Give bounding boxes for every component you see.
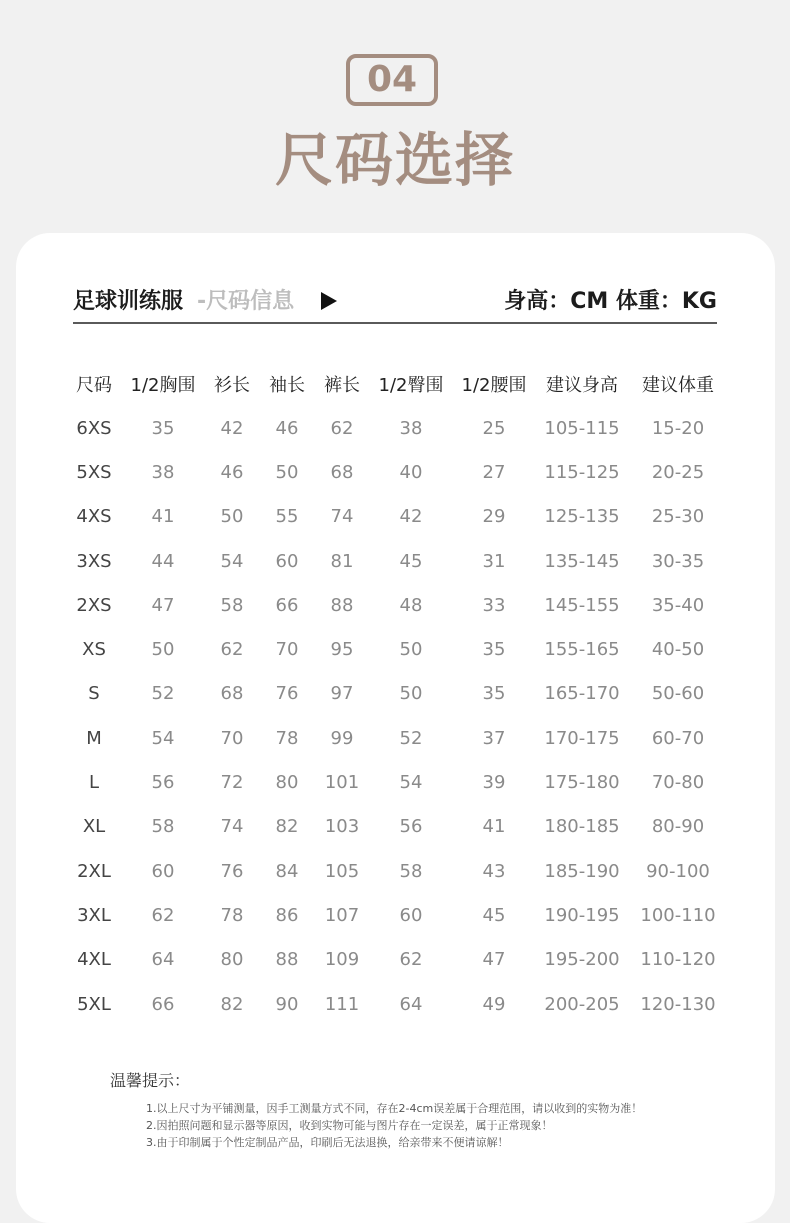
table-cell: 54	[399, 772, 423, 794]
size-cell: XL	[82, 816, 106, 838]
table-cell: 68	[330, 461, 354, 483]
column-header: 建议身高	[546, 375, 618, 396]
table-cell: 111	[324, 993, 360, 1015]
size-cell: M	[86, 727, 102, 749]
table-cell: 31	[482, 550, 506, 572]
size-cell: 2XS	[76, 594, 112, 616]
table-cell: 35	[482, 683, 506, 705]
table-cell: 52	[399, 727, 423, 749]
table-row	[68, 982, 726, 1026]
table-cell: 80	[220, 949, 244, 971]
column-header: 尺码	[76, 375, 112, 396]
table-cell: 46	[220, 461, 244, 483]
table-cell: 101	[324, 772, 360, 794]
table-cell: 200-205	[544, 993, 620, 1015]
size-cell: L	[88, 772, 100, 794]
table-cell: 145-155	[544, 594, 620, 616]
table-row	[68, 406, 726, 450]
table-cell: 33	[482, 594, 506, 616]
table-cell: 45	[399, 550, 423, 572]
size-cell: 5XS	[76, 461, 112, 483]
size-cell: 2XL	[77, 860, 111, 882]
table-cell: 30-35	[651, 550, 705, 572]
table-cell: 100-110	[640, 904, 716, 926]
table-header-row	[68, 362, 726, 406]
table-cell: 38	[399, 417, 423, 439]
table-row	[68, 716, 726, 760]
table-row	[68, 893, 726, 937]
table-cell: 81	[330, 550, 354, 572]
table-cell: 56	[151, 772, 175, 794]
column-header: 建议体重	[642, 375, 714, 396]
column-header: 衫长	[214, 375, 250, 396]
table-cell: 90	[275, 993, 299, 1015]
tips-list	[146, 1100, 642, 1151]
table-cell: 62	[330, 417, 354, 439]
table-cell: 195-200	[544, 949, 620, 971]
table-cell: 78	[220, 904, 244, 926]
table-cell: 50	[151, 639, 175, 661]
table-cell: 40	[399, 461, 423, 483]
measurement-units: 身高：CM 体重：KG	[504, 289, 717, 314]
table-cell: 40-50	[651, 639, 705, 661]
table-cell: 80-90	[651, 816, 705, 838]
table-cell: 15-20	[651, 417, 705, 439]
product-subtitle: -尺码信息	[197, 289, 295, 314]
table-cell: 50-60	[651, 683, 705, 705]
table-cell: 84	[275, 860, 299, 882]
size-cell: 6XS	[76, 417, 112, 439]
table-cell: 42	[220, 417, 244, 439]
table-cell: 38	[151, 461, 175, 483]
table-cell: 58	[220, 594, 244, 616]
table-cell: 52	[151, 683, 175, 705]
table-cell: 66	[275, 594, 299, 616]
table-cell: 68	[220, 683, 244, 705]
table-row	[68, 495, 726, 539]
table-cell: 125-135	[544, 506, 620, 528]
table-cell: 35-40	[651, 594, 705, 616]
table-cell: 107	[324, 904, 360, 926]
size-cell: 3XS	[76, 550, 112, 572]
table-cell: 103	[324, 816, 360, 838]
table-cell: 88	[330, 594, 354, 616]
table-cell: 60	[151, 860, 175, 882]
table-cell: 62	[151, 904, 175, 926]
table-cell: 64	[399, 993, 423, 1015]
table-cell: 58	[151, 816, 175, 838]
table-row	[68, 938, 726, 982]
table-cell: 50	[399, 639, 423, 661]
table-row	[68, 805, 726, 849]
table-cell: 50	[399, 683, 423, 705]
table-cell: 54	[151, 727, 175, 749]
table-cell: 62	[399, 949, 423, 971]
tip-item: 3.由于印制属于个性定制品产品，印刷后无法退换，给亲带来不便请谅解！	[146, 1136, 509, 1149]
table-cell: 76	[275, 683, 299, 705]
table-cell: 60	[399, 904, 423, 926]
table-cell: 170-175	[544, 727, 620, 749]
table-cell: 175-180	[544, 772, 620, 794]
size-cell: 5XL	[77, 993, 111, 1015]
table-cell: 46	[275, 417, 299, 439]
table-cell: 115-125	[544, 461, 620, 483]
table-cell: 155-165	[544, 639, 620, 661]
table-cell: 60-70	[651, 727, 705, 749]
table-cell: 49	[482, 993, 506, 1015]
table-cell: 48	[399, 594, 423, 616]
table-cell: 180-185	[544, 816, 620, 838]
product-name: 足球训练服	[73, 289, 184, 314]
table-cell: 185-190	[544, 860, 620, 882]
table-cell: 43	[482, 860, 506, 882]
table-cell: 74	[330, 506, 354, 528]
table-cell: 45	[482, 904, 506, 926]
table-row	[68, 672, 726, 716]
table-cell: 86	[275, 904, 299, 926]
table-cell: 47	[482, 949, 506, 971]
column-header: 裤长	[324, 375, 360, 396]
table-cell: 41	[151, 506, 175, 528]
table-cell: 165-170	[544, 683, 620, 705]
table-cell: 109	[324, 949, 360, 971]
size-cell: 4XS	[76, 506, 112, 528]
column-header: 1/2臀围	[378, 375, 444, 396]
table-body	[68, 406, 726, 1026]
table-cell: 29	[482, 506, 506, 528]
table-cell: 70-80	[651, 772, 705, 794]
table-cell: 105-115	[544, 417, 620, 439]
table-row	[68, 539, 726, 583]
tip-item: 2.因拍照问题和显示器等原因，收到实物可能与图片存在一定误差，属于正常现象！	[146, 1119, 553, 1132]
table-row	[68, 760, 726, 804]
table-cell: 97	[330, 683, 354, 705]
size-info-header	[73, 282, 717, 324]
column-header: 袖长	[269, 375, 305, 396]
table-cell: 35	[482, 639, 506, 661]
table-cell: 44	[151, 550, 175, 572]
table-cell: 55	[275, 506, 299, 528]
table-cell: 70	[220, 727, 244, 749]
table-cell: 62	[220, 639, 244, 661]
section-title: 尺码选择	[274, 126, 515, 194]
table-cell: 135-145	[544, 550, 620, 572]
table-cell: 110-120	[640, 949, 716, 971]
table-cell: 50	[275, 461, 299, 483]
table-cell: 82	[220, 993, 244, 1015]
table-cell: 74	[220, 816, 244, 838]
table-cell: 42	[399, 506, 423, 528]
size-cell: XS	[82, 639, 106, 661]
size-cell: 4XL	[77, 949, 111, 971]
table-cell: 99	[330, 727, 354, 749]
table-cell: 105	[324, 860, 360, 882]
table-row	[68, 627, 726, 671]
table-row	[68, 583, 726, 627]
size-chart-table	[68, 362, 726, 1026]
table-row	[68, 849, 726, 893]
table-cell: 27	[482, 461, 506, 483]
table-cell: 56	[399, 816, 423, 838]
table-cell: 72	[220, 772, 244, 794]
table-cell: 190-195	[544, 904, 620, 926]
play-arrow-icon	[321, 292, 337, 310]
table-cell: 88	[275, 949, 299, 971]
table-cell: 82	[275, 816, 299, 838]
table-cell: 47	[151, 594, 175, 616]
table-cell: 120-130	[640, 993, 716, 1015]
table-cell: 41	[482, 816, 506, 838]
column-header: 1/2腰围	[461, 375, 527, 396]
table-cell: 20-25	[651, 461, 705, 483]
table-cell: 60	[275, 550, 299, 572]
size-cell: 3XL	[77, 904, 111, 926]
column-header: 1/2胸围	[130, 375, 196, 396]
table-cell: 95	[330, 639, 354, 661]
table-cell: 39	[482, 772, 506, 794]
table-cell: 78	[275, 727, 299, 749]
tip-item: 1.以上尺寸为平铺测量，因手工测量方式不同，存在2-4cm误差属于合理范围，请以收到的实物为准！	[146, 1102, 643, 1115]
table-cell: 25-30	[651, 506, 705, 528]
table-cell: 66	[151, 993, 175, 1015]
table-cell: 25	[482, 417, 506, 439]
table-cell: 54	[220, 550, 244, 572]
table-cell: 50	[220, 506, 244, 528]
table-cell: 37	[482, 727, 506, 749]
table-row	[68, 450, 726, 494]
size-cell: S	[88, 683, 100, 705]
table-cell: 90-100	[646, 860, 710, 882]
table-cell: 70	[275, 639, 299, 661]
table-cell: 76	[220, 860, 244, 882]
table-cell: 58	[399, 860, 423, 882]
table-cell: 64	[151, 949, 175, 971]
section-number-badge: 04	[346, 54, 438, 106]
tips-title: 温馨提示：	[110, 1071, 191, 1090]
table-cell: 35	[151, 417, 175, 439]
table-cell: 80	[275, 772, 299, 794]
